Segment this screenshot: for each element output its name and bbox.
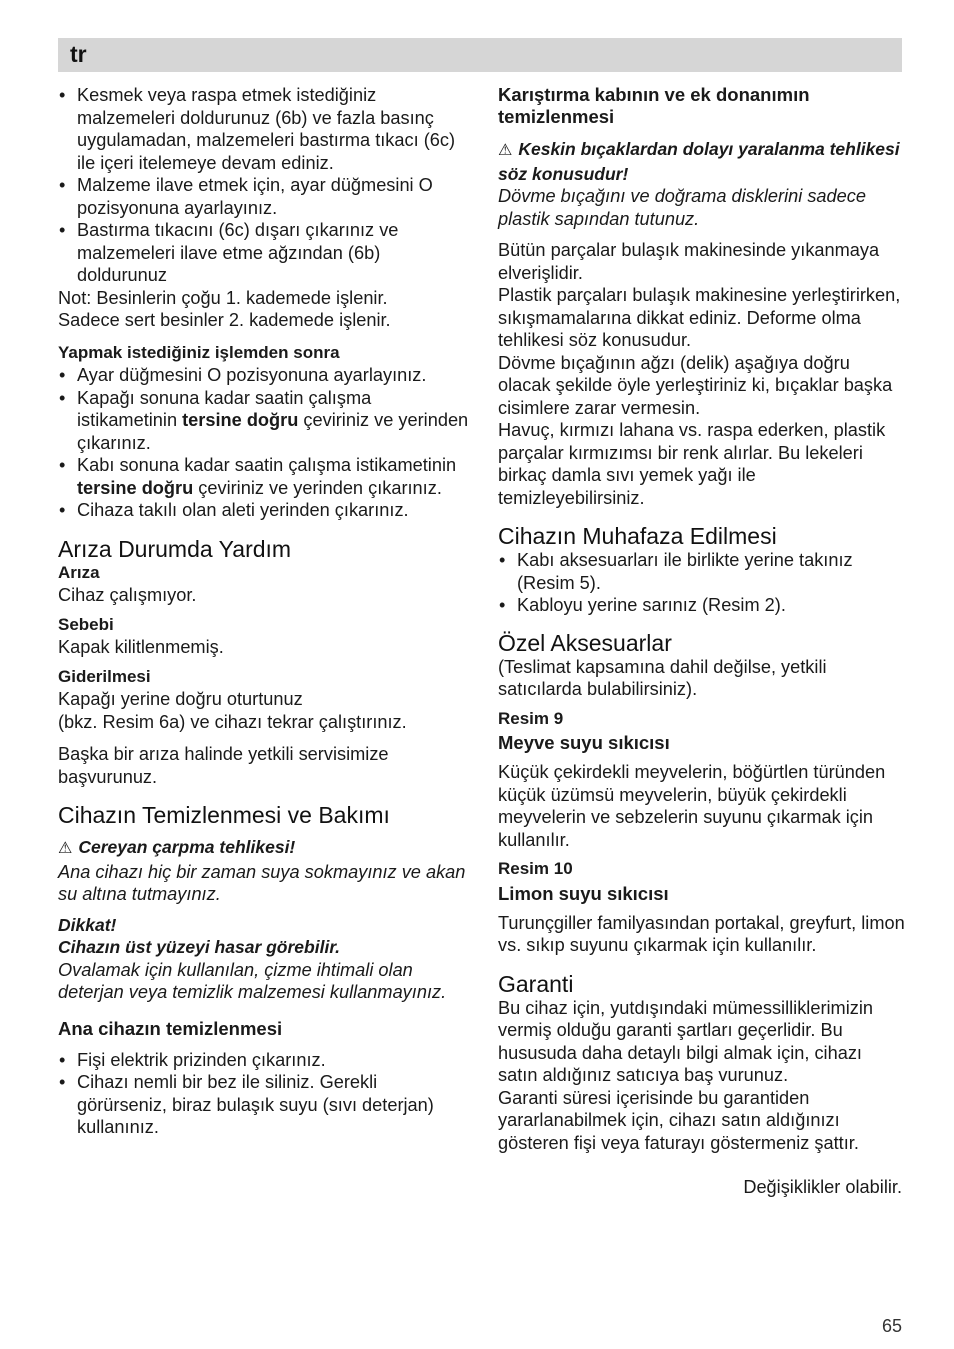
note-line-2: Sadece sert besinler 2. kademede işlenir.	[58, 310, 391, 330]
blade-warning-text: Dövme bıçağını ve doğrama disklerini sadece plastik sapından tutunuz.	[498, 186, 866, 229]
list-item: • Ayar düğmesini O pozisyonuna ayarlayınız.	[58, 364, 470, 387]
after-processing-title: Yapmak istediğiniz işlemden sonra	[58, 342, 340, 362]
emphasis-text: tersine doğru	[77, 477, 194, 498]
accessories-heading: Özel Aksesuarlar	[498, 629, 672, 656]
cause-label: Sebebi	[58, 614, 114, 634]
list-item: • Kesmek veya raspa etmek istediğiniz malzemeleri doldurunuz (6b) ve fazla basınç uygulamadan, malzemeleri bastırma tıkacı (6c) ile içeri itelemeye devam ediniz.	[58, 84, 470, 174]
language-bar	[58, 38, 902, 72]
right-column	[498, 84, 906, 1199]
list-item: • Kapağı sonuna kadar saatin çalışma istikametinin tersine doğru çeviriniz ve yerinden çıkarınız.	[58, 387, 470, 455]
list-item: • Kabloyu yerine sarınız (Resim 2).	[498, 594, 906, 617]
fix-label: Giderilmesi	[58, 666, 151, 686]
changes-note: Değişiklikler olabilir.	[743, 1177, 902, 1197]
list-item: • Kabı sonuna kadar saatin çalışma istikametinin tersine doğru çeviriniz ve yerinden çıkarınız.	[58, 454, 470, 499]
warranty-text-2: Garanti süresi içerisinde bu garantiden yararlanabilmek için, cihazı satın aldığınızı gösteren fişi veya faturayı göstermeniz şattır.	[498, 1087, 859, 1153]
list-item: • Bastırma tıkacını (6c) dışarı çıkarınız ve malzemeleri ilave etme ağzından (6b) doldurunuz	[58, 219, 470, 287]
main-clean-list	[58, 1049, 470, 1139]
juicer-title: Meyve suyu sıkıcısı	[498, 732, 670, 753]
fault-heading: Arıza Durumda Yardım	[58, 535, 292, 562]
fix-text-1: Kapağı yerine doğru oturtunuz	[58, 689, 303, 709]
cause-text: Kapak kilitlenmemiş.	[58, 637, 224, 657]
accessories-text: (Teslimat kapsamına dahil değilse, yetkili satıcılarda bulabilirsiniz).	[498, 656, 827, 699]
fix-text-2: (bkz. Resim 6a) ve cihazı tekrar çalıştırınız.	[58, 711, 407, 732]
note-line-1: Not: Besinlerin çoğu 1. kademede işlenir.	[58, 287, 388, 308]
citrus-press-text: Turunçgiller familyasından portakal, greyfurt, limon vs. sıkıp suyunu çıkarmak için kullanılır.	[498, 912, 905, 955]
list-item: • Cihazı nemli bir bez ile siliniz. Gerekli görürseniz, biraz bulaşık suyu (sıvı deterjan) kullanınız.	[58, 1071, 470, 1139]
language-code: tr	[70, 41, 87, 67]
fault-label: Arıza	[58, 562, 100, 582]
other-fault-text: Başka bir arıza halinde yetkili servisimize başvurunuz.	[58, 744, 389, 787]
warranty-text-1: Bu cihaz için, yutdışındaki mümessilliklerimizin vermiş olduğu garanti şartları geçerlidir. Bu hususuda daha detaylı bilgi almak için, cihazı satın aldığınız satıcıya baş vurunuz.	[498, 997, 873, 1085]
warranty-heading: Garanti	[498, 970, 574, 997]
stain-text: Havuç, kırmızı lahana vs. raspa ederken, plastik parçalar kırmızımsı bir renk alırlar. Bu lekeleri birkaç damla sıvı yemek yağı ile temizleyebilirsiniz.	[498, 420, 886, 508]
bowl-cleaning-title: Karıştırma kabının ve ek donanımın temizlenmesi	[498, 84, 810, 127]
figure-10-label: Resim 10	[498, 859, 573, 878]
storage-list	[498, 549, 906, 617]
juicer-text: Küçük çekirdekli meyvelerin, böğürtlen türünden küçük üzümsü meyvelerin, büyük çekirdekli meyvelerin ve sebzelerin suyunu çıkarmak için kullanılır.	[498, 762, 886, 850]
intro-bullet-list	[58, 84, 470, 287]
list-item: • Kabı aksesuarları ile birlikte yerine takınız (Resim 5).	[498, 549, 906, 594]
warning-triangle-icon: ⚠	[58, 840, 73, 857]
list-item: • Cihaza takılı olan aleti yerinden çıkarınız.	[58, 499, 470, 522]
storage-heading: Cihazın Muhafaza Edilmesi	[498, 523, 777, 549]
emphasis-text: tersine doğru	[182, 410, 299, 430]
care-warning-text: Ana cihazı hiç bir zaman suya sokmayınız ve akan su altına tutmayınız.	[58, 861, 466, 904]
citrus-press-title: Limon suyu sıkıcısı	[498, 882, 669, 904]
figure-9-label: Resim 9	[498, 708, 564, 728]
left-column	[58, 84, 470, 1139]
caution-bold-text: Cihazın üst yüzeyi hasar görebilir.	[58, 937, 341, 957]
blade-warning-title: ⚠ Keskin bıçaklardan dolayı yaralanma tehlikesi söz konusudur!	[498, 139, 900, 184]
after-processing-list	[58, 364, 470, 522]
plastic-text: Plastik parçaları bulaşık makinesine yerleştirirken, sıkışmamalarına dikkat ediniz. Deforme olma tehlikesi söz konusudur.	[498, 285, 901, 350]
dishwasher-text: Bütün parçalar bulaşık makinesinde yıkanmaya elverişlidir.	[498, 240, 880, 283]
care-heading: Cihazın Temizlenmesi ve Bakımı	[58, 802, 390, 828]
list-item: • Fişi elektrik prizinden çıkarınız.	[58, 1049, 470, 1072]
caution-text: Ovalamak için kullanılan, çizme ihtimali olan deterjan veya temizlik malzemesi kullanmayınız.	[58, 959, 447, 1002]
list-item: • Malzeme ilave etmek için, ayar düğmesini O pozisyonuna ayarlayınız.	[58, 174, 470, 219]
page-number: 65	[882, 1316, 903, 1336]
care-warning-title: ⚠ Cereyan çarpma tehlikesi!	[58, 837, 296, 857]
blade-placement-text: Dövme bıçağının ağzı (delik) aşağıya doğru olacak şekilde öyle yerleştiriniz ki, bıçaklar başka cisimlere zarar vermesin.	[498, 352, 893, 418]
warning-triangle-icon: ⚠	[498, 142, 513, 159]
main-clean-title: Ana cihazın temizlenmesi	[58, 1017, 283, 1039]
fault-text: Cihaz çalışmıyor.	[58, 585, 197, 605]
caution-title: Dikkat!	[58, 914, 117, 935]
